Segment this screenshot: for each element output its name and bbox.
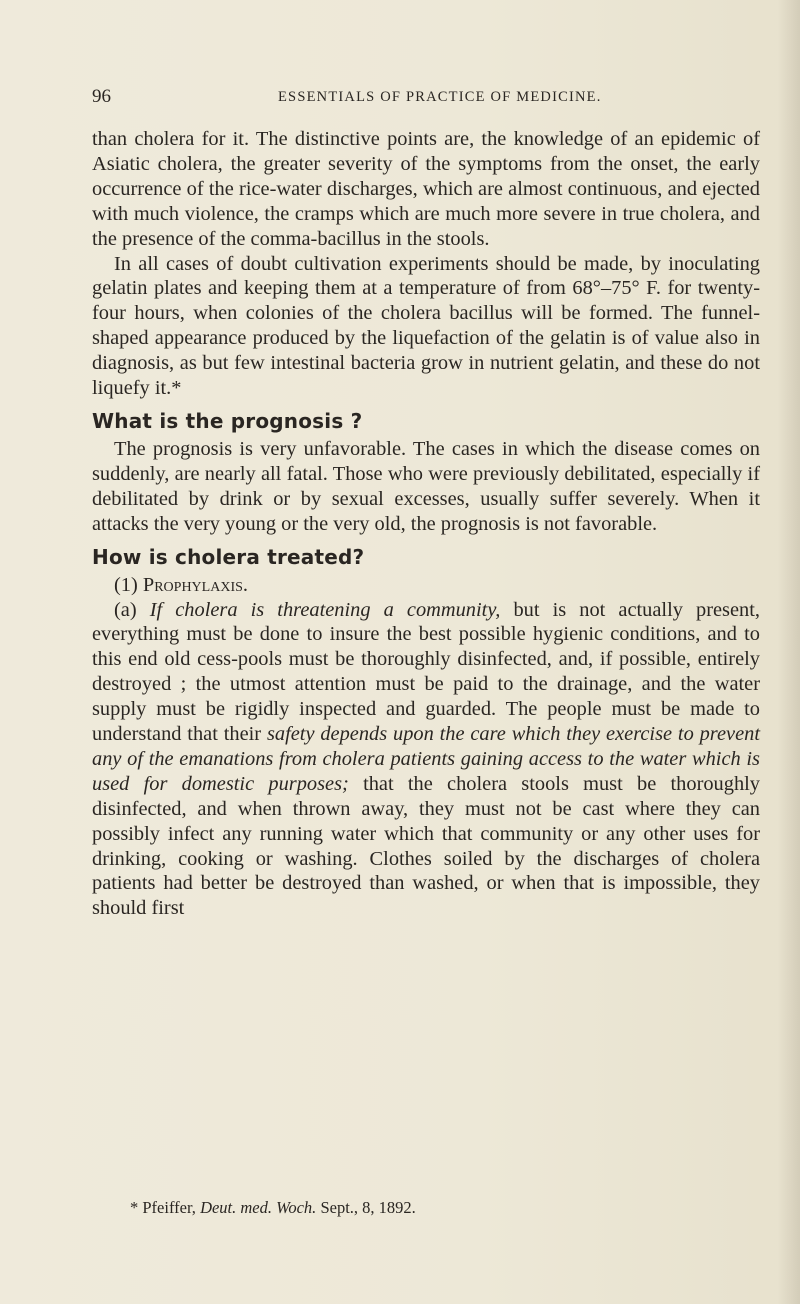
paragraph-prophylaxis-a <box>92 598 760 922</box>
running-head: ESSENTIALS OF PRACTICE OF MEDICINE. <box>278 89 602 105</box>
paragraph-differential-diagnosis: than cholera for it. The distinctive points are, the knowledge of an epidemic of Asiatic cholera, the greater severity of the symptoms from the onset, the early occurrence of the rice-water discharges, which are almost continuous, and ejected with much violence, the cramps which are much more severe in true cholera, and the presence of the comma-bacillus in the stools. <box>92 128 760 250</box>
page-header <box>92 86 760 110</box>
footnote-author: Pfeiffer, <box>142 1198 201 1217</box>
heading-prognosis: What is the prognosis ? <box>92 408 363 433</box>
heading-treatment: How is cholera treated? <box>92 544 365 569</box>
prophylaxis-label: Prophylaxis. <box>142 573 248 596</box>
page-number: 96 <box>92 86 111 107</box>
text-disinfection: that the cholera stools must be thoroughly disinfected, and when thrown away, they must not be cast where they can possibly infect any running water which that community or any other uses for drinking, cooking or washing. Clothes soiled by the discharges of cholera patients had better be destroyed than washed, or when that is impossible, they should first <box>92 772 761 920</box>
page-body <box>92 127 760 921</box>
italic-safety: safety depends upon the care which they exercise to prevent any of the emanations from cholera patients gaining access to the water which is used for domestic purposes; <box>92 723 760 795</box>
italic-threatening: If cholera is threatening a community, <box>149 598 501 621</box>
paragraph-prophylaxis-title <box>92 573 760 598</box>
footnote <box>130 1198 416 1218</box>
text-hygiene: but is not actually present, everything must be done to insure the best possible hygienic conditions, and to this end old cess-pools must be thoroughly disinfected, and, if possible, entirely destroyed ; the utmost attention must be paid to the drainage, and the water supply must be rigidly inspected and guarded. The people must be made to understand that their <box>92 598 760 746</box>
footnote-journal: Deut. med. Woch. <box>200 1198 317 1217</box>
list-letter: (a) <box>114 598 150 621</box>
page-edge-shadow <box>778 0 800 1304</box>
paragraph-cultivation: In all cases of doubt cultivation experiments should be made, by inoculating gelatin plates and keeping them at a temperature of from 68°–75° F. for twenty-four hours, when colonies of the cholera bacillus will be formed. The funnel-shaped appearance produced by the liquefaction of the gelatin is of value also in diagnosis, as but few intestinal bacteria grow in nutrient gelatin, and these do not liquefy it.* <box>92 252 760 400</box>
footnote-date: Sept., 8, 1892. <box>316 1198 416 1217</box>
list-number: (1) <box>114 573 143 596</box>
paragraph-prognosis: The prognosis is very unfavorable. The cases in which the disease comes on suddenly, are nearly all fatal. Those who were previously debilitated, especially if debilitated by drink or by sexual excesses, usually suffer severely. When it attacks the very young or the very old, the prognosis is not favorable. <box>92 437 760 535</box>
footnote-mark: * <box>130 1198 143 1217</box>
